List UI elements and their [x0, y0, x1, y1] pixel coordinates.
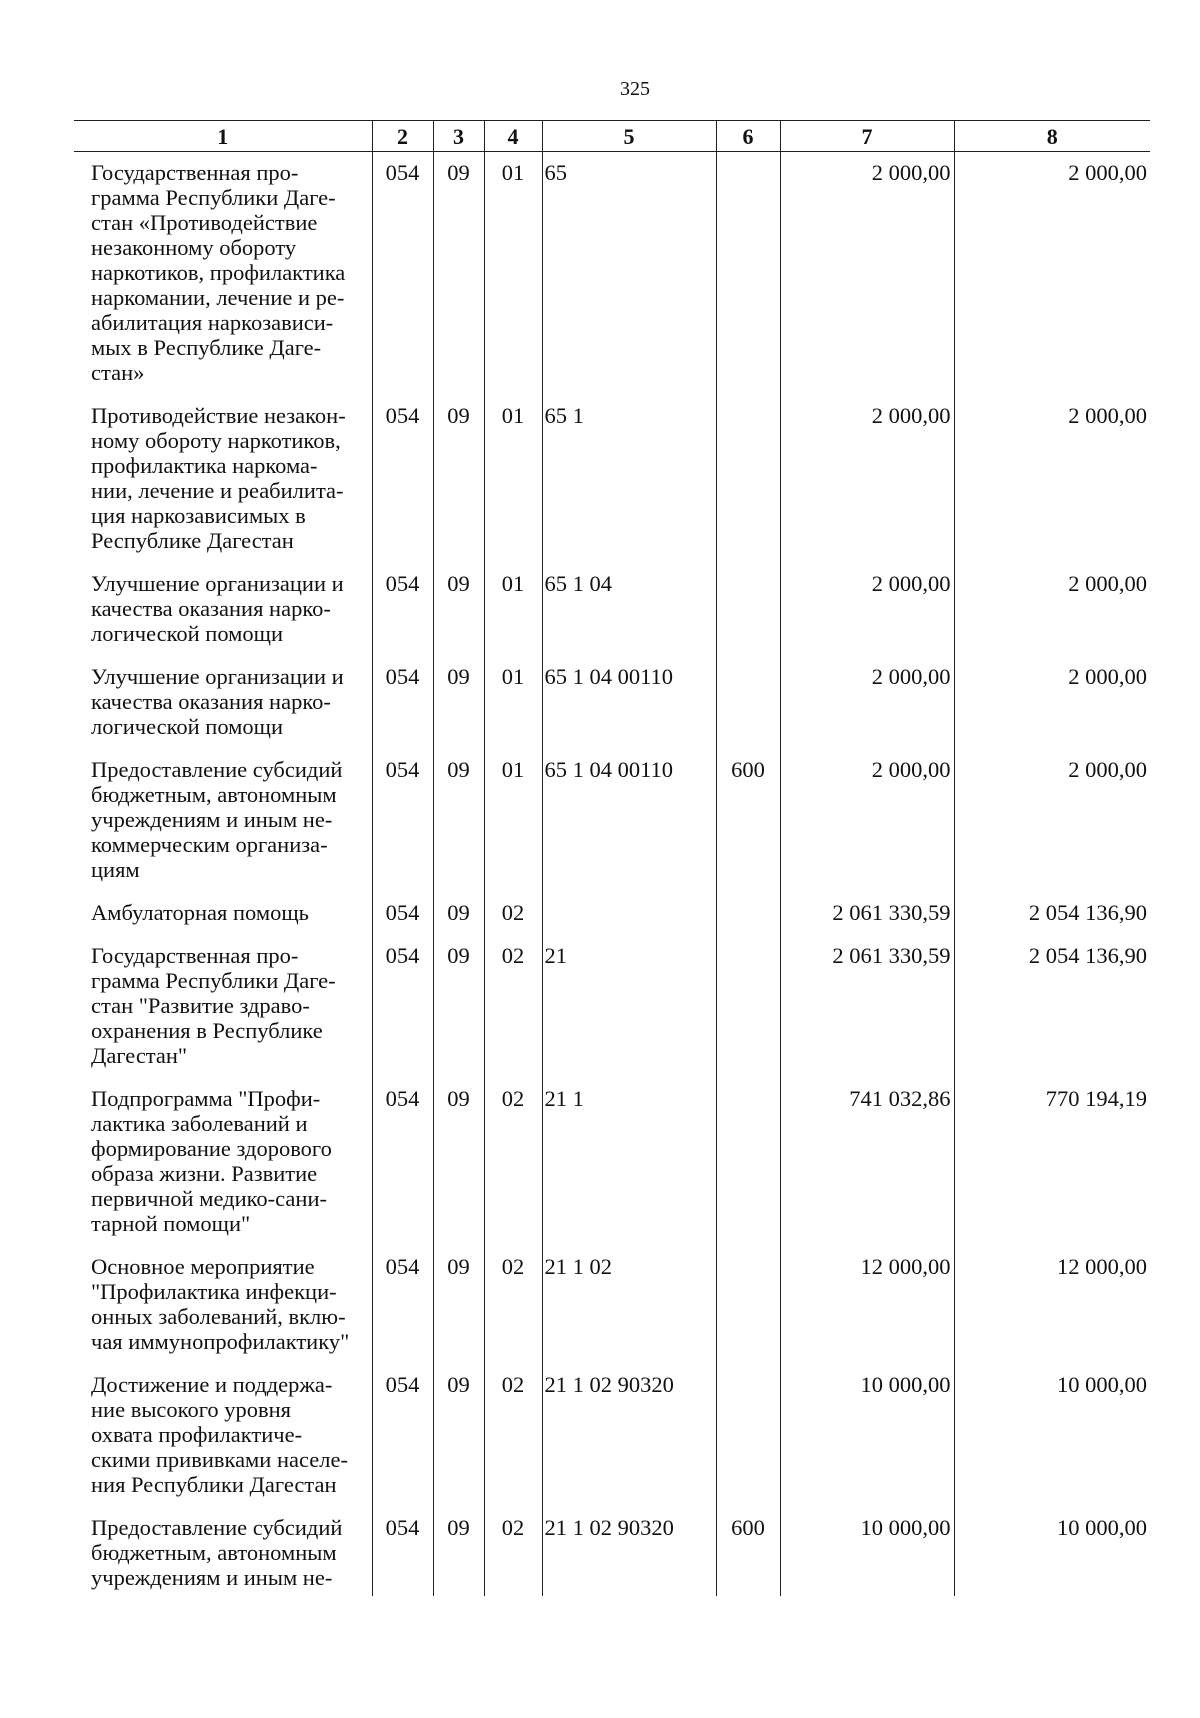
table-row: [74, 152, 1150, 396]
cell-section-code: 09: [433, 892, 484, 935]
cell-section-code: 09: [433, 935, 484, 1078]
cell-expense-type: [716, 892, 780, 935]
cell-amount-year-1: 2 061 330,59: [780, 935, 954, 1078]
row-description: Подпрограмма "Профи- лактика заболеваний и формирование здорового образа жизни. Развитие первичной медико-сани- тарной помощи": [91, 1086, 332, 1236]
header-col-2: 2: [372, 121, 433, 152]
cell-amount-year-1: 2 000,00: [780, 563, 954, 656]
cell-ministry-code: 054: [372, 563, 433, 656]
table-row: [74, 656, 1150, 749]
header-col-6: 6: [716, 121, 780, 152]
cell-ministry-code: 054: [372, 1078, 433, 1246]
cell-expense-type: [716, 563, 780, 656]
cell-amount-year-2: 2 054 136,90: [954, 935, 1150, 1078]
cell-section-code: 09: [433, 563, 484, 656]
cell-amount-year-2: 10 000,00: [954, 1364, 1150, 1507]
cell-target-article: 21 1: [542, 1078, 716, 1246]
cell-expense-type: [716, 152, 780, 396]
cell-expense-type: [716, 1078, 780, 1246]
cell-subsection-code: 02: [484, 1078, 542, 1246]
header-col-8: 8: [954, 121, 1150, 152]
table-row: [74, 749, 1150, 892]
table-row: [74, 1078, 1150, 1246]
cell-amount-year-1: 2 061 330,59: [780, 892, 954, 935]
cell-subsection-code: 01: [484, 395, 542, 563]
table-row: [74, 1507, 1150, 1596]
cell-amount-year-1: 2 000,00: [780, 749, 954, 892]
cell-target-article: 21: [542, 935, 716, 1078]
table-body: [74, 152, 1150, 1597]
row-description: Государственная про- грамма Республики Даге- стан «Противодействие незаконному обороту наркотиков, профилактика наркомании, лечение и ре- абилитация наркозависи- мых в Республике Даге- стан»: [91, 160, 346, 385]
table-row: [74, 1246, 1150, 1364]
cell-expense-type: 600: [716, 749, 780, 892]
row-description: Достижение и поддержа- ние высокого уровня охвата профилактиче- скими прививками населе- ния Республики Дагестан: [91, 1372, 348, 1497]
table-row: [74, 563, 1150, 656]
cell-section-code: 09: [433, 749, 484, 892]
cell-subsection-code: 01: [484, 563, 542, 656]
header-col-5: 5: [542, 121, 716, 152]
cell-amount-year-1: 741 032,86: [780, 1078, 954, 1246]
cell-expense-type: [716, 935, 780, 1078]
cell-subsection-code: 01: [484, 749, 542, 892]
cell-expense-type: 600: [716, 1507, 780, 1596]
cell-target-article: 21 1 02 90320: [542, 1507, 716, 1596]
cell-target-article: 21 1 02: [542, 1246, 716, 1364]
cell-target-article: [542, 892, 716, 935]
cell-amount-year-2: 2 000,00: [954, 656, 1150, 749]
cell-section-code: 09: [433, 1364, 484, 1507]
table-row: [74, 892, 1150, 935]
header-col-1: 1: [74, 121, 372, 152]
cell-target-article: 21 1 02 90320: [542, 1364, 716, 1507]
cell-amount-year-1: 10 000,00: [780, 1507, 954, 1596]
row-description: Амбулаторная помощь: [91, 900, 309, 925]
cell-expense-type: [716, 1246, 780, 1364]
cell-ministry-code: 054: [372, 1507, 433, 1596]
cell-amount-year-2: 770 194,19: [954, 1078, 1150, 1246]
cell-target-article: 65 1 04 00110: [542, 656, 716, 749]
cell-amount-year-1: 2 000,00: [780, 656, 954, 749]
header-col-3: 3: [433, 121, 484, 152]
cell-target-article: 65 1 04 00110: [542, 749, 716, 892]
cell-subsection-code: 02: [484, 1507, 542, 1596]
row-description: Улучшение организации и качества оказания нарко- логической помощи: [91, 664, 344, 739]
cell-amount-year-2: 12 000,00: [954, 1246, 1150, 1364]
cell-ministry-code: 054: [372, 935, 433, 1078]
row-description: Основное мероприятие "Профилактика инфекци- онных заболеваний, вклю- чая иммунопрофилактику": [91, 1254, 350, 1354]
header-col-4: 4: [484, 121, 542, 152]
cell-ministry-code: 054: [372, 749, 433, 892]
cell-amount-year-2: 2 000,00: [954, 749, 1150, 892]
row-description: Государственная про- грамма Республики Даге- стан "Развитие здраво- охранения в Республике Дагестан": [91, 943, 336, 1068]
table-row: [74, 1364, 1150, 1507]
cell-amount-year-2: 2 000,00: [954, 152, 1150, 396]
cell-amount-year-1: 10 000,00: [780, 1364, 954, 1507]
cell-target-article: 65 1 04: [542, 563, 716, 656]
cell-section-code: 09: [433, 1507, 484, 1596]
row-description: Предоставление субсидий бюджетным, автономным учреждениям и иным не-: [91, 1515, 343, 1590]
cell-ministry-code: 054: [372, 152, 433, 396]
header-col-7: 7: [780, 121, 954, 152]
cell-amount-year-2: 2 054 136,90: [954, 892, 1150, 935]
cell-amount-year-2: 2 000,00: [954, 563, 1150, 656]
cell-ministry-code: 054: [372, 1364, 433, 1507]
cell-section-code: 09: [433, 656, 484, 749]
cell-expense-type: [716, 395, 780, 563]
cell-subsection-code: 02: [484, 1364, 542, 1507]
cell-amount-year-2: 2 000,00: [954, 395, 1150, 563]
page-number: 325: [620, 78, 650, 100]
cell-subsection-code: 01: [484, 152, 542, 396]
cell-amount-year-1: 2 000,00: [780, 395, 954, 563]
cell-section-code: 09: [433, 1078, 484, 1246]
cell-target-article: 65 1: [542, 395, 716, 563]
cell-ministry-code: 054: [372, 1246, 433, 1364]
cell-amount-year-1: 2 000,00: [780, 152, 954, 396]
cell-section-code: 09: [433, 152, 484, 396]
row-description: Противодействие незакон- ному обороту наркотиков, профилактика наркома- нии, лечение и реабилита- ция наркозависимых в Республике Дагестан: [91, 403, 346, 553]
budget-table: [74, 120, 1150, 1596]
cell-target-article: 65: [542, 152, 716, 396]
cell-subsection-code: 02: [484, 892, 542, 935]
cell-section-code: 09: [433, 395, 484, 563]
cell-amount-year-2: 10 000,00: [954, 1507, 1150, 1596]
header-row: [74, 121, 1150, 152]
cell-subsection-code: 02: [484, 1246, 542, 1364]
table-row: [74, 395, 1150, 563]
cell-ministry-code: 054: [372, 892, 433, 935]
cell-subsection-code: 02: [484, 935, 542, 1078]
row-description: Улучшение организации и качества оказания нарко- логической помощи: [91, 571, 344, 646]
cell-section-code: 09: [433, 1246, 484, 1364]
cell-expense-type: [716, 656, 780, 749]
cell-ministry-code: 054: [372, 656, 433, 749]
cell-subsection-code: 01: [484, 656, 542, 749]
cell-amount-year-1: 12 000,00: [780, 1246, 954, 1364]
cell-ministry-code: 054: [372, 395, 433, 563]
row-description: Предоставление субсидий бюджетным, автономным учреждениям и иным не- коммерческим организа- циям: [91, 757, 343, 882]
cell-expense-type: [716, 1364, 780, 1507]
table-row: [74, 935, 1150, 1078]
